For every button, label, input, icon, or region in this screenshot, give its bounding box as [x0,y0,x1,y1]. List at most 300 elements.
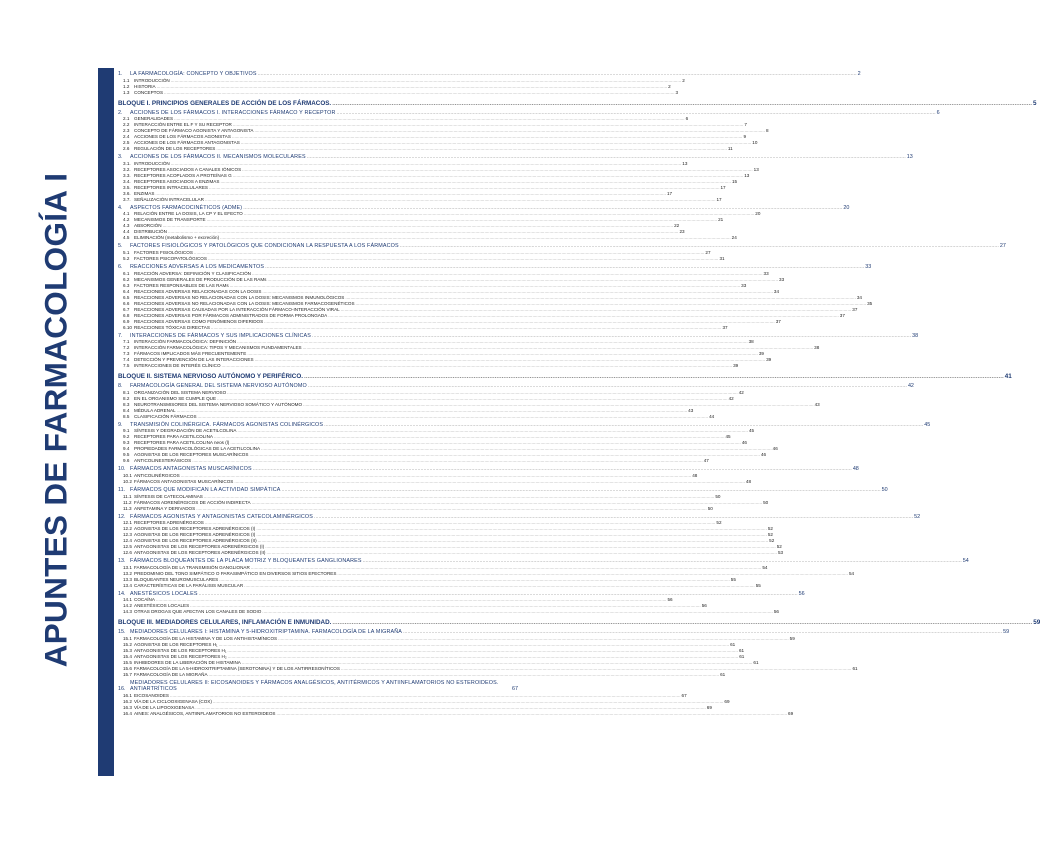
toc-leader-dots: ................................................................................................................................................................................................................................................................................................................................................................................................................ [169,692,681,698]
toc-page-number: 61 [720,671,726,677]
toc-label: GENERALIDADES [134,116,174,122]
toc-number: 6. [118,263,123,270]
toc-leader-dots: ................................................................................................................................................................................................................................................................................................................................................................................................................ [193,249,705,255]
toc-label: REACCIONES ADVERSAS CAUSADAS POR LA INTERACCIÓN FÁRMACO-INTERACCIÓN VIRAL [134,306,340,312]
toc-number: 3.2. [123,166,131,172]
toc-subentry [118,582,761,589]
toc-label: COCAÍNA [134,597,155,603]
toc-chapter [118,154,913,161]
toc-page-number: 41 [1004,373,1012,381]
toc-leader-dots: ................................................................................................................................................................................................................................................................................................................................................................................................................ [251,499,763,505]
toc-label: MECANISMOS GENERALES DE PRODUCCIÓN DE LAS RAMs [134,276,267,282]
toc-leader-dots: ................................................................................................................................................................................................................................................................................................................................................................................................................ [265,544,776,550]
toc-number: 3.6. [123,190,131,196]
toc-page-number: 54 [962,558,969,565]
toc-leader-dots: ................................................................................................................................................................................................................................................................................................................................................................................................................ [250,564,762,570]
toc-page-number: 7 [744,122,747,128]
document-title: APUNTES DE FARMACOLOGÍA I [37,172,74,668]
toc-leader-dots: ................................................................................................................................................................................................................................................................................................................................................................................................................ [212,698,724,704]
toc-page-number: 48 [852,466,859,473]
toc-leader-dots: ................................................................................................................................................................................................................................................................................................................................................................................................................ [264,318,775,324]
toc-label: EICOSANOIDES [134,692,169,698]
toc-leader-dots: ................................................................................................................................................................................................................................................................................................................................................................................................................ [219,576,730,582]
toc-number: 12. [118,513,126,520]
toc-leader-dots: ................................................................................................................................................................................................................................................................................................................................................................................................................ [257,538,769,544]
toc-label: ACCIONES DE LOS FÁRMACOS I. INTERACCIONES FÁRMACO Y RECEPTOR [130,109,336,116]
toc-leader-dots: ................................................................................................................................................................................................................................................................................................................................................................................................................ [362,558,962,565]
toc-label: BLOQUE I. PRINCIPIOS GENERALES DE ACCIÓN DE LOS FÁRMACOS. [118,99,332,107]
toc-page-number: 52 [767,532,773,538]
toc-number: 7.5 [123,363,130,369]
toc-leader-dots: ................................................................................................................................................................................................................................................................................................................................................................................................................ [240,140,752,146]
toc-page-number: 56 [701,603,707,609]
toc-number: 12.3 [123,532,132,538]
toc-page-number: 67 [512,686,518,693]
toc-subentry [118,324,728,331]
toc-leader-dots: ................................................................................................................................................................................................................................................................................................................................................................................................................ [174,116,685,122]
toc-number: 3.4. [123,178,131,184]
toc-number: 5.2 [123,255,130,261]
toc-page-number: 27 [705,249,711,255]
toc-label: INTERACCIONES DE FÁRMACOS Y SUS IMPLICACIONES CLÍNICAS [130,332,312,339]
toc-number: 4.4 [123,229,130,235]
toc-leader-dots: ................................................................................................................................................................................................................................................................................................................................................................................................................ [276,710,788,716]
toc-label: FÁRMACOS QUE MODIFICAN LA ACTIVIDAD SIMPÁTICA [130,486,281,493]
toc-page-number: 69 [706,704,712,710]
toc-page-number: 46 [772,446,778,452]
toc-leader-dots: ................................................................................................................................................................................................................................................................................................................................................................................................................ [312,332,912,339]
toc-number: 14.1 [123,597,132,603]
toc-page-number: 2 [857,71,861,77]
toc-leader-dots: ................................................................................................................................................................................................................................................................................................................................................................................................................ [355,300,867,306]
toc-page-number: 43 [814,401,820,407]
toc-leader-dots: ................................................................................................................................................................................................................................................................................................................................................................................................................ [203,493,715,499]
toc-label: FÁRMACOS ANTAGONISTAS MUSCARÍNICOS [134,478,234,484]
toc-leader-dots: ................................................................................................................................................................................................................................................................................................................................................................................................................ [337,570,848,576]
toc-page-number: 35 [867,300,873,306]
toc-leader-dots: ................................................................................................................................................................................................................................................................................................................................................................................................................ [262,288,773,294]
toc-leader-dots: ................................................................................................................................................................................................................................................................................................................................................................................................................ [190,603,701,609]
toc-number: 6.7 [123,306,130,312]
toc-label: RECEPTORES ASOCIADOS A CANALES IÓNICOS [134,166,242,172]
toc-page-number: 48 [745,478,752,484]
toc-number: 11.2 [123,499,132,505]
toc-page-number: 33 [779,276,785,282]
toc-leader-dots: ................................................................................................................................................................................................................................................................................................................................................................................................................ [403,629,1003,636]
toc-page-number: 5 [1032,99,1037,107]
toc-number: 8. [118,383,123,390]
toc-label: FÁRMACOS IMPLICADOS MÁS FRECUENTEMENTE [134,351,247,357]
toc-subentry [118,505,713,512]
toc-leader-dots: ................................................................................................................................................................................................................................................................................................................................................................................................................ [254,128,765,134]
toc-number: 6.8 [123,312,130,318]
toc-number: 8.5 [123,413,130,419]
toc-page-number: 50 [715,493,721,499]
toc-leader-dots: ................................................................................................................................................................................................................................................................................................................................................................................................................ [210,324,722,330]
toc-number: 5.1 [123,249,130,255]
toc-label: MEDIADORES CELULARES II: EICOSANOIDES Y FÁRMACOS ANALGÉSICOS, ANTITÉRMICOS Y ANTIINFLAMATORIOS NO ESTEROIDEOS. ANTIARTRÍTICOS [130,679,499,693]
toc-leader-dots: ................................................................................................................................................................................................................................................................................................................................................................................................................ [170,77,682,83]
toc-page-number: 6 [685,116,689,122]
toc-number: 16.2 [123,698,132,704]
toc-page-number: 33 [763,270,769,276]
toc-label: ANTAGONISTAS DE LOS RECEPTORES ADRENÉRGICOS (I) [134,544,265,550]
toc-leader-dots: ................................................................................................................................................................................................................................................................................................................................................................................................................ [155,597,667,603]
toc-page-number: 37 [839,312,845,318]
toc-page-number: 17 [666,190,673,196]
toc-label: RECEPTORES ASOCIADOS A ENZIMAS [134,178,220,184]
toc-label: FÁRMACOS AGONISTAS Y ANTAGONISTAS CATECOLAMINÉRGICOS [130,513,314,520]
toc-number: 11. [118,486,126,493]
toc-leader-dots: ................................................................................................................................................................................................................................................................................................................................................................................................................ [278,635,789,641]
toc-label: BLOQUEANTES NEUROMUSCULARES [134,576,219,582]
toc-page-number: 61 [730,641,736,647]
toc-page-number: 50 [707,505,713,511]
toc-page-number: 33 [741,282,747,288]
toc-number: 11.3 [123,505,132,511]
toc-page-number: 20 [843,204,850,211]
toc-leader-dots: ................................................................................................................................................................................................................................................................................................................................................................................................................ [267,276,779,282]
toc-leader-dots: ................................................................................................................................................................................................................................................................................................................................................................................................................ [340,665,852,671]
toc-label: ANTICOLINESTERÁSICOS [134,458,192,464]
toc-number: 5. [118,243,123,250]
toc-label: ELIMINACIÓN (metabolismo + excreción) [134,235,220,241]
toc-page-number: 50 [881,486,888,493]
toc-leader-dots: ................................................................................................................................................................................................................................................................................................................................................................................................................ [208,671,720,677]
toc-label: HISTORIA [134,83,156,89]
toc-label: INTRODUCCIÓN [134,160,170,166]
toc-number: 15. [118,629,126,636]
toc-subentry [118,89,679,96]
toc-leader-dots: ................................................................................................................................................................................................................................................................................................................................................................................................................ [261,446,772,452]
toc-leader-dots: ................................................................................................................................................................................................................................................................................................................................................................................................................ [303,373,1004,381]
toc-leader-dots: ................................................................................................................................................................................................................................................................................................................................................................................................................ [167,229,679,235]
toc-leader-dots: ................................................................................................................................................................................................................................................................................................................................................................................................................ [328,312,839,318]
toc-label: AGONISTAS DE LOS RECEPTORES ADRENÉRGICOS (I) [134,526,256,532]
toc-number: 15.5 [123,659,132,665]
toc-label: INTERACCIÓN FARMACOLÓGICA: DEFINICIÓN [134,339,237,345]
toc-label: MECANISMOS DE TRANSPORTE [134,217,206,223]
toc-page-number: 37 [852,306,858,312]
toc-page-number: 56 [773,609,779,615]
toc-leader-dots: ................................................................................................................................................................................................................................................................................................................................................................................................................ [204,196,716,202]
toc-leader-dots: ................................................................................................................................................................................................................................................................................................................................................................................................................ [243,211,755,217]
toc-label: REGULACIÓN DE LOS RECEPTORES [134,146,216,152]
toc-number: 2.1 [123,116,130,122]
toc-leader-dots: ................................................................................................................................................................................................................................................................................................................................................................................................................ [155,190,666,196]
toc-label: LA FARMACOLOGÍA: CONCEPTO Y OBJETIVOS [130,71,257,77]
toc-label: ANTICOLINÉRGICOS [134,472,180,478]
toc-label: AGONISTAS DE LOS RECEPTORES ADRENÉRGICOS (II) [134,538,257,544]
toc-page-number: 39 [758,351,764,357]
toc-leader-dots: ................................................................................................................................................................................................................................................................................................................................................................................................................ [244,582,755,588]
toc-leader-dots: ................................................................................................................................................................................................................................................................................................................................................................................................................ [232,122,744,128]
toc-leader-dots: ................................................................................................................................................................................................................................................................................................................................................................................................................ [229,282,741,288]
toc-label: RECEPTORES INTRACELULARES [134,184,208,190]
toc-label: ACCIONES DE LOS FÁRMACOS AGONISTAS [134,134,231,140]
toc-leader-dots: ................................................................................................................................................................................................................................................................................................................................................................................................................ [306,154,906,161]
toc-chapter [118,590,805,598]
toc-page-number: 42 [728,395,734,401]
toc-number: 9.5 [123,452,130,458]
toc-number: 7.4 [123,357,130,363]
toc-page-number: 2 [682,77,685,83]
toc-number: 16.3 [123,704,132,710]
toc-number: 4.5 [123,235,130,241]
toc-page-number: 42 [738,389,744,395]
toc-number: 6.6 [123,300,130,306]
toc-chapter [118,629,1010,636]
toc-label: ANESTÉSICOS LOCALES [134,603,190,609]
toc-number: 14. [118,590,126,597]
toc-page-number: 53 [778,550,784,556]
toc-leader-dots: ................................................................................................................................................................................................................................................................................................................................................................................................................ [180,472,692,478]
table-of-contents [118,69,1040,717]
toc-number: 1.2 [123,83,130,89]
toc-leader-dots: ................................................................................................................................................................................................................................................................................................................................................................................................................ [241,659,753,665]
toc-label: FACTORES FISIOLÓGICOS Y PATOLÓGICOS QUE CONDICIONAN LA RESPUESTA A LOS FÁRMACOS [130,243,399,250]
toc-subentry [118,550,784,556]
toc-label: CLASIFICACIÓN FÁRMACOS [134,413,197,419]
toc-page-number: 59 [789,635,795,641]
toc-number: 8.1 [123,389,130,395]
toc-leader-dots: ................................................................................................................................................................................................................................................................................................................................................................................................................ [345,294,856,300]
toc-number: 13.2 [123,570,132,576]
toc-label: FÁRMACOS ADRENÉRGICOS DE ACCIÓN INDIRECTA [134,499,251,505]
toc-page-number: 20 [755,211,761,217]
toc-leader-dots: ................................................................................................................................................................................................................................................................................................................................................................................................................ [265,263,865,270]
toc-number: 7.2 [123,345,130,351]
toc-leader-dots: ................................................................................................................................................................................................................................................................................................................................................................................................................ [206,217,718,223]
toc-label: FARMACOLOGÍA DE LA 5-HIDROXITRIPTAMINA (SEROTONINA) Y DE LOS ANTIRRESONÍTICOS [134,665,340,671]
toc-page-number: 48 [692,472,698,478]
toc-number: 2.2 [123,122,130,128]
toc-label: REACCIONES ADVERSAS NO RELACIONADAS CON LA DOSIS: MECANISMOS FARMACOGENÉTICOS [134,300,355,306]
toc-number: 8.4 [123,407,130,413]
toc-number: 6.2 [123,276,130,282]
toc-leader-dots: ................................................................................................................................................................................................................................................................................................................................................................................................................ [220,178,731,184]
toc-leader-dots: ................................................................................................................................................................................................................................................................................................................................................................................................................ [164,89,675,95]
toc-label: FARMACOLOGÍA DE LA HISTAMINA Y DE LOS ANTIHISTAMÍNICOS [134,635,278,641]
toc-label: INTERACCIONES DE INTERÉS CLÍNICO [134,363,221,369]
toc-number: 2.3 [123,128,130,134]
toc-number: 10.1 [123,472,132,478]
toc-number: 15.3 [123,647,132,653]
toc-leader-dots: ................................................................................................................................................................................................................................................................................................................................................................................................................ [314,513,914,520]
toc-leader-dots: ................................................................................................................................................................................................................................................................................................................................................................................................................ [256,532,767,538]
toc-subentry [118,478,752,485]
toc-leader-dots: ................................................................................................................................................................................................................................................................................................................................................................................................................ [207,255,719,261]
toc-page-number: 13 [753,166,759,172]
title-sidebar-bar [98,68,114,776]
toc-label: FACTORES PSICOPATOLÓGICOS [134,255,207,261]
toc-label: TRANSMISIÓN COLINÉRGICA. FÁRMACOS AGONISTAS COLINÉRGICOS [130,421,324,428]
toc-page-number: 61 [753,659,759,665]
toc-leader-dots: ................................................................................................................................................................................................................................................................................................................................................................................................................ [247,351,758,357]
toc-label: PROPIEDADES FARMACOLÓGICAS DE LA ACETILCOLINA [134,446,261,452]
toc-page-number: 46 [760,452,767,458]
toc-label: ANESTÉSICOS LOCALES [130,590,198,597]
toc-number: 8.2 [123,395,130,401]
toc-label: REACCIONES ADVERSAS A LOS MEDICAMENTOS [130,263,265,270]
toc-leader-dots: ................................................................................................................................................................................................................................................................................................................................................................................................................ [332,99,1032,107]
toc-page-number: 15 [731,178,738,184]
toc-label: FÁRMACOS BLOQUEANTES DE LA PLACA MOTRIZ Y BLOQUEANTES GANGLIONARES [130,558,362,565]
toc-label: CONCEPTO DE FÁRMACO AGONISTA Y ANTAGONISTA [134,128,254,134]
toc-page-number: 50 [763,499,769,505]
toc-subentry [118,609,779,615]
toc-page-number: 24 [731,235,737,241]
toc-page-number: 38 [814,345,820,351]
toc-number: 7.3 [123,351,130,357]
toc-label: MÉDULA ADRENAL [134,407,176,413]
toc-number: 13. [118,558,126,565]
toc-page-number: 3 [675,89,679,95]
toc-page-number: 44 [709,413,715,419]
toc-page-number: 43 [688,407,694,413]
toc-page-number: 67 [681,692,687,698]
toc-number: 16. [118,686,126,693]
toc-label: RECEPTORES PARA ACETILCOLINA [134,434,213,440]
toc-number: 9. [118,421,123,428]
toc-number: 16.1 [123,692,132,698]
toc-number: 12.6 [123,550,132,556]
toc-label: OTRAS DROGAS QUE AFECTAN LOS CANALES DE SODIO [134,609,262,615]
toc-label: ENZIMAS [134,190,155,196]
toc-page-number: 17 [716,196,722,202]
toc-label: ANTAGONISTAS DE LOS RECEPTORES ADRENÉRGICOS (II) [134,550,266,556]
toc-page-number: 13 [682,160,688,166]
toc-number: 2.6 [123,146,130,152]
toc-page-number: 59 [1003,629,1010,636]
toc-page-number: 45 [924,421,931,428]
toc-subentry [118,710,794,717]
toc-leader-dots: ................................................................................................................................................................................................................................................................................................................................................................................................................ [216,146,727,152]
toc-number: 3.3. [123,172,131,178]
toc-label: FÁRMACOS ANTAGONISTAS MUSCARÍNICOS [130,466,252,473]
toc-label: AGONISTAS DE LOS RECEPTORES MUSCARÍNICOS [134,452,249,458]
toc-subentry [118,196,722,203]
toc-page-number: 33 [865,263,872,270]
toc-number: 15.2 [123,641,132,647]
toc-page-number: 23 [679,229,685,235]
toc-label: AGONISTAS DE LOS RECEPTORES H₁ [134,641,218,647]
toc-leader-dots: ................................................................................................................................................................................................................................................................................................................................................................................................................ [220,235,731,241]
toc-block-heading [118,372,1012,381]
toc-page-number: 38 [912,332,919,339]
toc-page-number: 9 [743,134,747,140]
toc-leader-dots: ................................................................................................................................................................................................................................................................................................................................................................................................................ [266,550,777,556]
toc-leader-dots: ................................................................................................................................................................................................................................................................................................................................................................................................................ [257,71,857,77]
toc-label: AINES: ANALGÉSICOS, ANTIINFLAMATORIOS NO ESTEROIDEOS [134,710,276,716]
toc-number: 1. [118,71,123,77]
toc-number: 12.2 [123,526,132,532]
toc-leader-dots: ................................................................................................................................................................................................................................................................................................................................................................................................................ [254,357,766,363]
toc-number: 15.1 [123,635,132,641]
toc-leader-dots: ................................................................................................................................................................................................................................................................................................................................................................................................................ [230,440,741,446]
toc-leader-dots: ................................................................................................................................................................................................................................................................................................................................................................................................................ [336,109,936,116]
toc-page-number: 21 [718,217,724,223]
toc-leader-dots: ................................................................................................................................................................................................................................................................................................................................................................................................................ [176,407,688,413]
toc-page-number: 13 [906,154,913,161]
toc-label: FACTORES FISIOLÓGICOS [134,249,193,255]
toc-label: ORGANIZACIÓN DEL SISTEMA NERVIOSO [134,389,227,395]
toc-number: 15.6 [123,665,132,671]
toc-leader-dots: ................................................................................................................................................................................................................................................................................................................................................................................................................ [252,270,763,276]
toc-page-number: 2 [668,83,671,89]
toc-leader-dots: ................................................................................................................................................................................................................................................................................................................................................................................................................ [307,383,907,390]
toc-label: INTERACCIÓN ENTRE EL F Y SU RECEPTOR [134,122,232,128]
toc-number: 6.9 [123,318,130,324]
toc-label: CARACTERÍSTICAS DE LA PARÁLISIS MUSCULAR [134,582,244,588]
toc-label: EN EL ORGANISMO SE CUMPLE QUE [134,395,217,401]
toc-leader-dots: ................................................................................................................................................................................................................................................................................................................................................................................................................ [303,401,814,407]
toc-label: CONCEPTOS [134,89,164,95]
toc-leader-dots: ................................................................................................................................................................................................................................................................................................................................................................................................................ [162,223,674,229]
toc-number: 7. [118,332,123,339]
toc-page-number: 45 [725,434,731,440]
toc-page-number: 69 [788,710,794,716]
toc-number: 6.3 [123,282,130,288]
toc-subentry [118,146,733,152]
toc-leader-dots: ................................................................................................................................................................................................................................................................................................................................................................................................................ [213,434,725,440]
toc-label: RECEPTORES ACOPLADOS A PROTEÍNAS G [134,172,232,178]
toc-chapter [118,109,940,117]
toc-leader-dots: ................................................................................................................................................................................................................................................................................................................................................................................................................ [243,204,843,211]
toc-label: FACTORES RESPONSABLES DE LAS RAMs [134,282,229,288]
toc-label: FARMACOLOGÍA DE LA TRANSMISIÓN GANGLIONAR [134,564,250,570]
toc-label: RECEPTORES PARA ACETILCOLINA neos (l) [134,440,230,446]
toc-leader-dots: ................................................................................................................................................................................................................................................................................................................................................................................................................ [262,609,773,615]
toc-label: ACCIONES DE LOS FÁRMACOS ANTAGONISTAS [134,140,240,146]
toc-number: 1.1 [123,77,130,83]
toc-page-number: 42 [907,383,914,390]
toc-number: 2. [118,109,123,116]
toc-label: ANTAGONISTAS DE LOS RECEPTORES H₂ [134,653,227,659]
toc-chapter [118,71,861,78]
toc-leader-dots: ................................................................................................................................................................................................................................................................................................................................................................................................................ [256,526,767,532]
toc-number: 4. [118,204,123,211]
toc-number: 13.4 [123,582,132,588]
toc-page-number: 45 [748,428,755,434]
toc-number: 6.4 [123,288,130,294]
toc-leader-dots: ................................................................................................................................................................................................................................................................................................................................................................................................................ [217,395,728,401]
toc-page-number: 61 [739,653,745,659]
toc-number: 9.6 [123,458,130,464]
toc-page-number: 55 [730,576,736,582]
toc-label: REACCIONES TÓXICAS DIRECTAS [134,324,210,330]
toc-label: NEUROTRANSMISORES DEL SISTEMA NERVIOSO SOMÁTICO Y AUTÓNOMO [134,401,303,407]
toc-page-number: 37 [722,324,728,330]
toc-number: 10. [118,466,126,473]
toc-page-number: 56 [667,597,673,603]
toc-page-number: 52 [776,544,782,550]
toc-leader-dots: ................................................................................................................................................................................................................................................................................................................................................................................................................ [242,166,753,172]
toc-label: ABSORCIÓN [134,223,162,229]
toc-page-number: 39 [766,357,772,363]
toc-page-number: 31 [719,255,725,261]
toc-page-number: 52 [914,513,921,520]
toc-leader-dots: ................................................................................................................................................................................................................................................................................................................................................................................................................ [227,647,738,653]
toc-leader-dots: ................................................................................................................................................................................................................................................................................................................................................................................................................ [332,619,1033,627]
toc-number: 14.2 [123,603,132,609]
toc-chapter [118,486,888,494]
toc-subentry [118,458,709,464]
toc-leader-dots: ................................................................................................................................................................................................................................................................................................................................................................................................................ [204,520,716,526]
toc-number: 9.3 [123,440,130,446]
toc-page-number: 69 [724,698,730,704]
toc-chapter [118,243,1006,250]
